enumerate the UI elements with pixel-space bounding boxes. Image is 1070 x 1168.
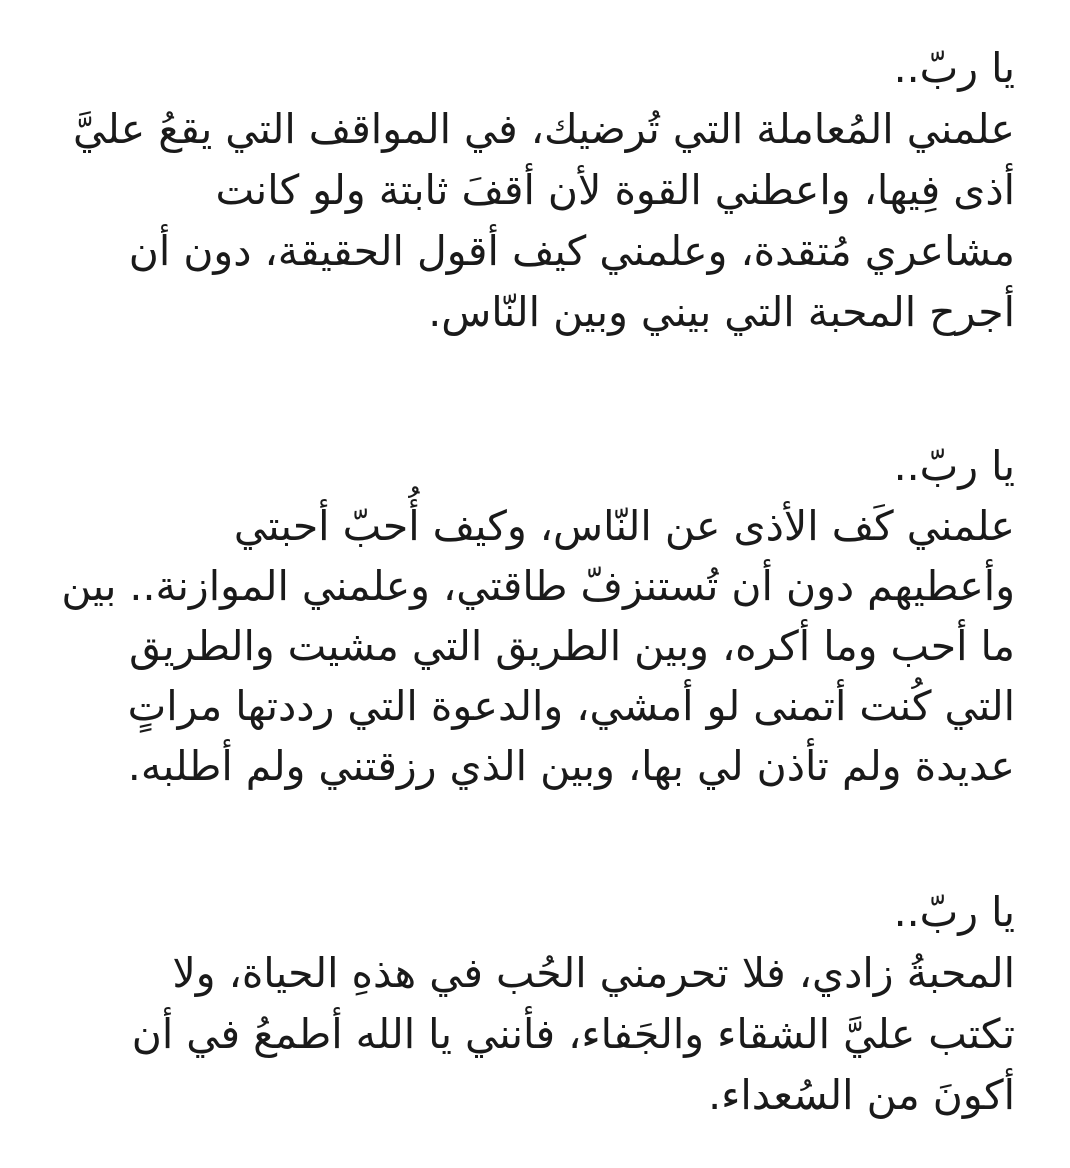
stanza-3-line-2: تكتب عليَّ الشقاء والجَفاء، فأنني يا الله أطمعُ في أن bbox=[131, 1010, 1015, 1058]
stanza-1-line-2: أذى فِيها، واعطني القوة لأن أقفَ ثابتة ولو كانت bbox=[215, 166, 1015, 214]
stanza-1-line-4: أجرح المحبة التي بيني وبين النّاس. bbox=[428, 288, 1015, 336]
stanza-1 bbox=[70, 38, 1015, 343]
stanza-1-line-3: مشاعري مُتقدة، وعلمني كيف أقول الحقيقة، دون أن bbox=[128, 227, 1015, 275]
stanza-2-line-3: ما أحب وما أكره، وبين الطريق التي مشيت والطريق bbox=[129, 622, 1015, 670]
stanza-3-line-1: المحبةُ زادي، فلا تحرمني الحُب في هذهِ الحياة، ولا bbox=[172, 949, 1015, 997]
stanza-1-line-1: علمني المُعاملة التي تُرضيك، في المواقف التي يقعُ عليَّ bbox=[73, 105, 1015, 153]
stanza-3-line-3: أكونَ من السُعداء. bbox=[708, 1071, 1015, 1119]
stanza-2-heading: يا ربّ.. bbox=[893, 442, 1015, 490]
stanza-3-heading: يا ربّ.. bbox=[893, 888, 1015, 936]
stanza-3 bbox=[70, 882, 1015, 1126]
stanza-1-heading: يا ربّ.. bbox=[893, 44, 1015, 92]
stanza-2-line-1: علمني كَف الأذى عن النّاس، وكيف أُحبّ أحبتي bbox=[233, 502, 1015, 550]
stanza-2-line-4: التي كُنت أتمنى لو أمشي، والدعوة التي رددتها مراتٍ bbox=[127, 682, 1015, 730]
stanza-2 bbox=[61, 436, 1015, 796]
stanza-2-line-2: وأعطيهم دون أن تُستنزفّ طاقتي، وعلمني الموازنة.. بين bbox=[61, 562, 1015, 610]
stanza-2-line-5: عديدة ولم تأذن لي بها، وبين الذي رزقتني ولم أطلبه. bbox=[127, 742, 1015, 790]
